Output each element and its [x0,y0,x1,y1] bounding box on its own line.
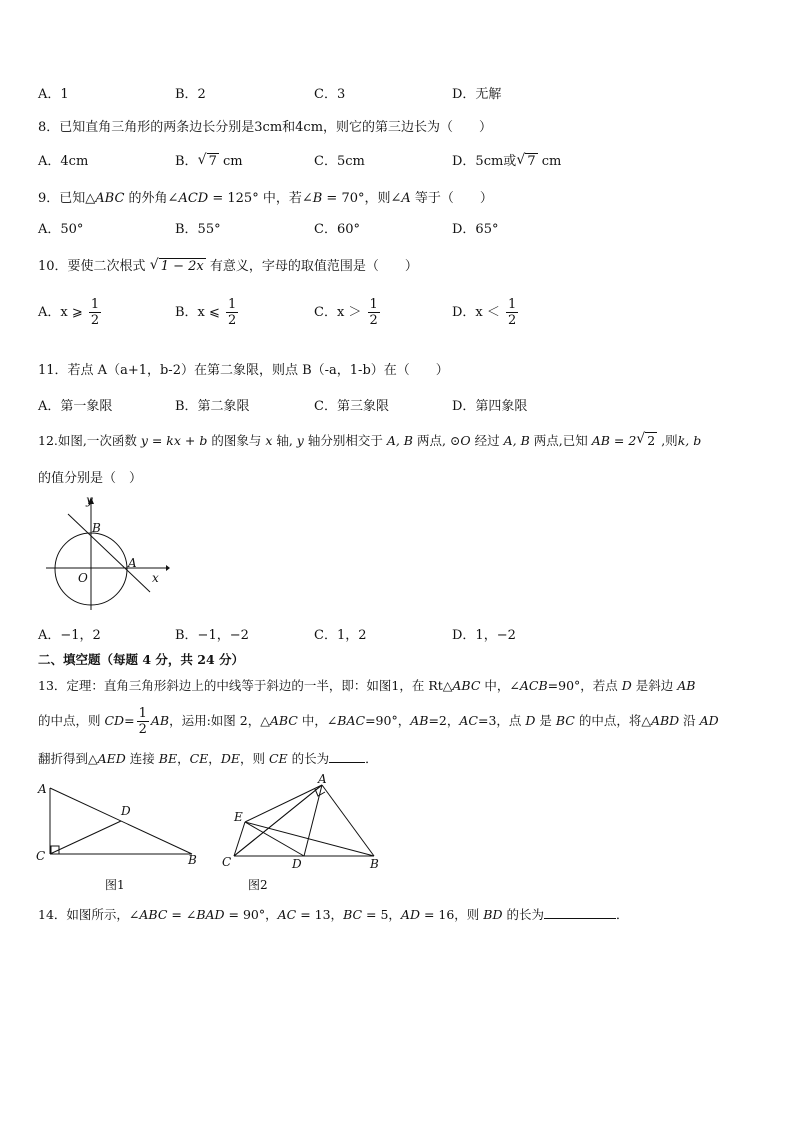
q7-option-d: D．无解 [452,87,502,102]
fig2-label-e: E [234,810,243,824]
q11-options [38,395,758,415]
q12-figure [40,494,170,614]
q10-option-d: D．x ＜ $\frac{1}{2}$ [452,297,517,328]
q7-option-b: B．2 [175,87,206,102]
x-axis-arrow [166,565,170,571]
fig1-label-a: A [38,782,47,796]
q12-stem: 12.如图,一次函数 y = kx + b 的图象与 x 轴, y 轴分别相交于 A, B 两点, ⊙O 经过 A, B 两点,已知 AB = 2 √ 2 ,则k, b [38,431,702,448]
fig2-label-b: B [370,857,379,871]
q8-option-d: D．5cm或 √ 7 cm [452,152,562,169]
segment-cd [50,821,121,854]
q13-figure-2 [218,773,388,873]
label-x: x [152,571,159,585]
q12-options [38,624,758,644]
q13-figure-1 [36,780,206,870]
label-b: B [92,521,101,535]
q11-option-d: D．第四象限 [452,399,528,414]
q7-options [38,83,758,103]
q12-option-d: D．1，−2 [452,628,516,643]
fig2-label-a: A [318,772,327,786]
q8-option-a: A．4cm [38,154,89,169]
q13-line2: 的中点，则 CD= $\frac{1}{2}$ AB，运用:如图 2，△ABC 中，∠BAC=90°，AB=2，AC=3，点 D 是 BC 的中点，将△ABD 沿 AD [38,706,719,737]
segment-ab [322,785,374,856]
q13-answer-blank[interactable] [329,762,365,763]
q13-line1: 13．定理：直角三角形斜边上的中线等于斜边的一半，即：如图1，在 Rt△ABC 中，∠ACB=90°，若点 D 是斜边 AB [38,678,696,693]
label-o: O [78,571,88,585]
q13-line3: 翻折得到△AED 连接 BE，CE，DE，则 CE 的长为 ． [38,751,378,766]
fig2-label-d: D [292,857,302,871]
q11-stem: 11．若点 A（a+1，b-2）在第二象限，则点 B（-a，1-b）在（ ） [38,363,449,378]
section-title: 二、填空题（每题 4 分，共 24 分） [38,652,245,667]
q8-option-c: C．5cm [314,154,365,169]
q10-option-b: B．x ⩽ $\frac{1}{2}$ [175,297,237,328]
fig1-label-d: D [121,804,131,818]
q10-options [38,297,758,335]
segment-eb [245,822,374,856]
label-a: A [128,556,137,570]
q9-stem: 9．已知△ABC 的外角∠ACD = 125° 中，若∠B = 70°，则∠A 等于（ ） [38,191,493,206]
q8-options [38,150,758,170]
q13-fig2-caption: 图2 [248,878,268,892]
q13-fig1-caption: 图1 [105,878,125,892]
fig2-label-c: C [222,855,232,869]
q11-option-c: C．第三象限 [314,399,389,414]
q8-option-b: B． √ 7 cm [175,152,243,169]
q9-option-b: B．55° [175,222,221,237]
fig1-label-c: C [36,849,46,863]
q7-option-c: C．3 [314,87,346,102]
q12-stem-line2: 的值分别是（ ） [38,471,143,486]
q11-option-b: B．第二象限 [175,399,250,414]
fig1-label-b: B [188,853,197,867]
q10-option-a: A．x ⩾ $\frac{1}{2}$ [38,297,100,328]
q12-option-c: C．1，2 [314,628,367,643]
q7-option-a: A．1 [38,87,69,102]
q9-option-d: D．65° [452,222,499,237]
q12-option-b: B．−1，−2 [175,628,249,643]
q11-option-a: A．第一象限 [38,399,113,414]
q9-option-c: C．60° [314,222,360,237]
q9-options [38,218,758,238]
q14-answer-blank[interactable] [544,918,616,919]
segment-ed [245,822,304,856]
q8-stem: 8．已知直角三角形的两条边长分别是3cm和4cm，则它的第三边长为（ ） [38,120,493,135]
q14-stem: 14．如图所示，∠ABC = ∠BAD = 90°，AC = 13，BC = 5，AD = 16，则 BD 的长为 ． [38,907,629,922]
q9-option-a: A．50° [38,222,84,237]
q12-option-a: A．−1，2 [38,628,101,643]
segment-ec [234,822,245,856]
q10-stem: 10．要使二次根式 √ 1 − 2x 有意义，字母的取值范围是（ ） [38,257,418,274]
label-y: y [86,493,93,507]
q10-option-c: C．x ＞ $\frac{1}{2}$ [314,297,378,328]
